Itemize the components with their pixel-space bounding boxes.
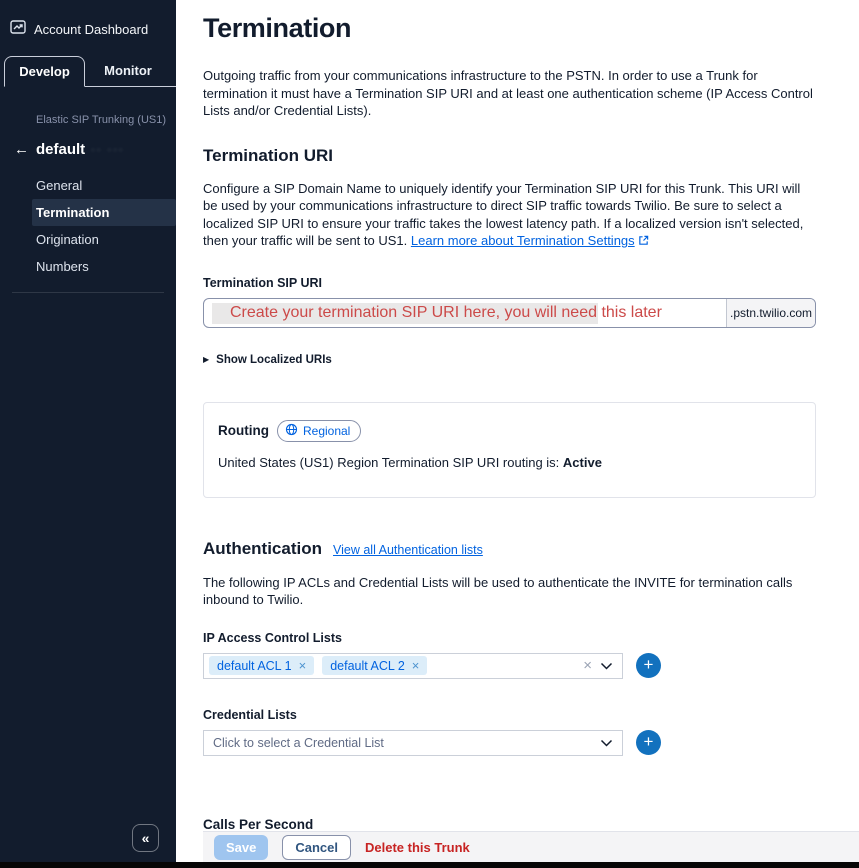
external-link-icon	[638, 233, 649, 251]
sidebar-tabs	[0, 54, 176, 87]
show-localized-uris-toggle[interactable]	[203, 354, 816, 366]
product-label: Elastic SIP Trunking (US1)	[36, 114, 167, 126]
trunk-header	[14, 141, 176, 158]
sip-uri-annotation: Create your termination SIP URI here, you will need this later	[230, 303, 662, 321]
account-dashboard-label: Account Dashboard	[34, 22, 149, 37]
dashboard-icon	[10, 20, 26, 39]
sip-uri-label: Termination SIP URI	[203, 275, 323, 290]
sidebar-item-origination[interactable]: Origination	[36, 232, 99, 247]
add-credential-list-button[interactable]: +	[636, 730, 661, 755]
sidebar-item-numbers[interactable]: Numbers	[36, 259, 89, 274]
authentication-description: The following IP ACLs and Credential Lists will be used to authenticate the INVITE for termination calls inbound to Twilio.	[203, 574, 793, 607]
delete-trunk-link[interactable]: Delete this Trunk	[365, 839, 470, 855]
remove-chip-icon[interactable]: ×	[298, 658, 307, 673]
sip-uri-suffix: .pstn.twilio.com	[726, 299, 815, 327]
remove-chip-icon[interactable]: ×	[411, 658, 420, 673]
credential-lists-label: Credential Lists	[203, 707, 297, 722]
save-button[interactable]: Save	[214, 835, 268, 860]
intro-text: Outgoing traffic from your communications infrastructure to the PSTN. In order to use a Trunk for termination it must have a Termination SIP URI and at least one authentication scheme (IP Access Control Lists and/or Credential Lists).	[203, 68, 813, 118]
sip-uri-input[interactable]	[203, 298, 816, 328]
tab-develop[interactable]: Develop	[4, 56, 85, 87]
learn-more-link[interactable]: Learn more about Termination Settings	[410, 233, 635, 248]
calls-per-second-heading: Calls Per Second	[203, 816, 314, 831]
add-ip-acl-button[interactable]: +	[636, 653, 661, 678]
credential-list-select[interactable]	[203, 730, 623, 756]
sidebar-item-general[interactable]: General	[36, 178, 83, 193]
main-content	[176, 0, 859, 831]
credential-list-placeholder: Click to select a Credential List	[213, 735, 384, 750]
sidebar	[0, 0, 176, 862]
window-bottom-edge	[0, 862, 859, 868]
sidebar-divider	[12, 292, 164, 293]
termination-uri-heading: Termination URI	[203, 145, 334, 165]
acl-chip: default ACL 1 ×	[209, 656, 314, 675]
chevron-down-icon[interactable]	[600, 739, 613, 747]
chevron-down-icon[interactable]	[600, 662, 613, 670]
tab-monitor[interactable]: Monitor	[85, 56, 171, 87]
termination-uri-description: Configure a SIP Domain Name to uniquely identify your Termination SIP URI for this Trunk. This URI will be used by your communications infrastructure to direct SIP traffic towards Twilio. Be sure to select a localized SIP URI to ensure your traffic takes the lowest latency path. If a localized version isn't selected, then your traffic will be sent to US1. Learn more about Termination Settings	[203, 180, 816, 251]
cancel-button[interactable]: Cancel	[282, 835, 351, 860]
routing-card	[203, 402, 816, 498]
acl-chip: default ACL 2 ×	[322, 656, 427, 675]
ip-acl-multiselect[interactable]	[203, 653, 623, 679]
routing-status: United States (US1) Region Termination SIP URI routing is: Active	[218, 454, 602, 470]
account-dashboard-link[interactable]	[0, 0, 176, 39]
clear-selection-icon[interactable]: ×	[583, 657, 592, 674]
routing-label: Routing	[218, 423, 269, 438]
show-localized-label: Show Localized URIs	[216, 353, 332, 366]
page-title: Termination	[203, 13, 352, 43]
sidebar-item-termination[interactable]: Termination	[32, 199, 176, 226]
ip-acl-label: IP Access Control Lists	[203, 630, 342, 645]
trunk-sid-redacted: ·· ···	[91, 143, 125, 156]
authentication-heading: Authentication	[203, 538, 322, 558]
globe-icon	[285, 423, 298, 439]
trunk-nav	[0, 172, 176, 280]
back-arrow-icon[interactable]: ←	[14, 141, 29, 158]
trunk-name: default	[36, 141, 86, 158]
regional-badge-label: Regional	[302, 423, 351, 438]
regional-badge	[277, 420, 361, 442]
disclosure-right-icon: ▶	[203, 355, 210, 364]
footer-action-bar	[203, 831, 859, 862]
view-all-authentication-link[interactable]: View all Authentication lists	[333, 542, 483, 557]
routing-status-value: Active	[562, 454, 602, 470]
sidebar-collapse-button[interactable]: «	[132, 824, 159, 852]
